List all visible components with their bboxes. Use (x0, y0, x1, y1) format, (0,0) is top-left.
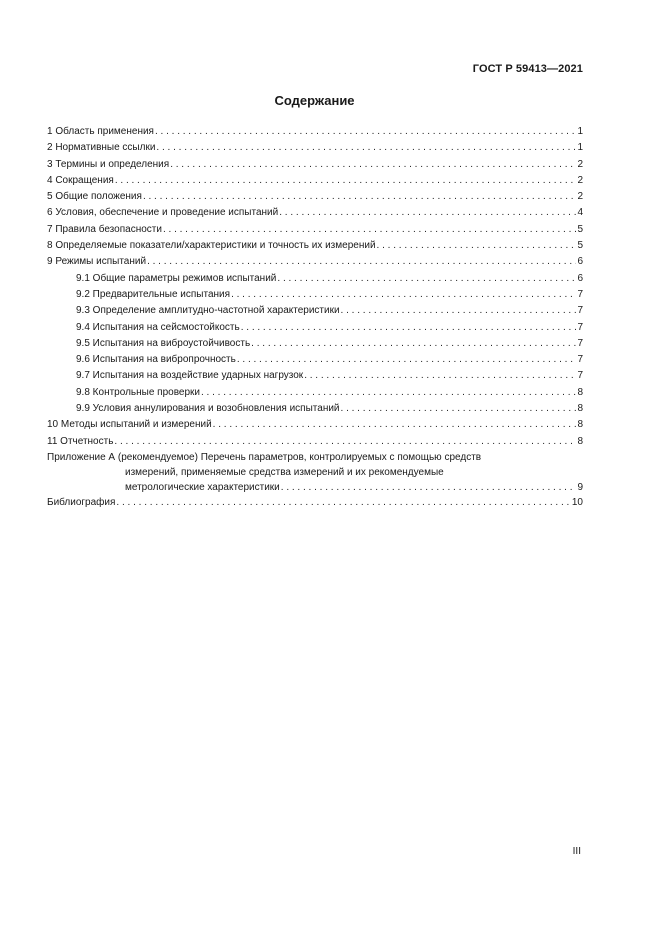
toc-entry[interactable] (47, 320, 583, 336)
toc-leader-dots (277, 271, 576, 287)
toc-leader-dots (114, 434, 576, 450)
toc-entry[interactable] (47, 303, 583, 319)
toc-entry[interactable] (47, 189, 583, 205)
toc-entry-page: 10 (571, 496, 583, 508)
toc-entry-page: 8 (577, 419, 583, 431)
toc-entry-text: 9.7 Испытания на воздействие ударных нагрузок (76, 370, 304, 382)
toc-entry[interactable] (47, 157, 583, 173)
toc-entry-text: 9.6 Испытания на вибропрочность (76, 354, 236, 366)
toc-leader-dots (155, 124, 576, 140)
toc-leader-dots (231, 287, 576, 303)
toc-entry-text: 9 Режимы испытаний (47, 256, 147, 268)
toc-entry-page: 7 (577, 321, 583, 333)
toc-entry-text: метрологические характеристики (125, 481, 280, 493)
toc-entry-text: 11 Отчетность (47, 435, 114, 447)
toc-entry[interactable] (47, 385, 583, 401)
toc-leader-dots (377, 238, 577, 254)
toc-entry-page: 1 (577, 126, 583, 137)
table-of-contents (47, 124, 583, 511)
toc-leader-dots (213, 417, 577, 433)
toc-entry[interactable] (47, 287, 583, 303)
toc-leader-dots (201, 385, 576, 401)
toc-entries (47, 124, 583, 450)
toc-entry-page: 7 (577, 288, 583, 300)
toc-entry[interactable] (47, 352, 583, 368)
toc-entry[interactable] (47, 401, 583, 417)
toc-entry-page: 9 (577, 481, 583, 493)
toc-leader-dots (241, 320, 577, 336)
toc-entry[interactable] (47, 140, 583, 156)
toc-entry-page: 4 (577, 207, 583, 219)
toc-entry-text: Библиография (47, 496, 116, 508)
toc-leader-dots (279, 205, 576, 221)
toc-entry-text: 3 Термины и определения (47, 158, 170, 170)
toc-entry[interactable] (47, 173, 583, 189)
toc-entry[interactable] (47, 205, 583, 221)
toc-entry-page: 5 (577, 223, 583, 235)
toc-leader-dots (251, 336, 576, 352)
toc-entry-text: 9.2 Предварительные испытания (76, 288, 231, 300)
toc-leader-dots (170, 157, 576, 173)
toc-leader-dots (116, 495, 570, 511)
toc-entry-text: 8 Определяемые показатели/характеристики и точность их измерений (47, 240, 376, 252)
toc-entry-page: 5 (577, 240, 583, 252)
toc-entry[interactable] (47, 124, 583, 140)
toc-leader-dots (341, 401, 577, 417)
toc-leader-dots (156, 140, 576, 156)
page-number: III (572, 846, 581, 857)
toc-entry-page: 6 (577, 256, 583, 268)
toc-entry[interactable] (47, 336, 583, 352)
toc-entry-text: 7 Правила безопасности (47, 223, 162, 235)
toc-entry-text: Приложение А (рекомендуемое) Перечень параметров, контролируемых с помощью средств (47, 451, 482, 463)
toc-leader-dots (115, 173, 577, 189)
toc-entry-text: 5 Общие положения (47, 191, 142, 203)
toc-entry-page: 8 (577, 403, 583, 415)
toc-leader-dots (237, 352, 577, 368)
toc-entry-text: 4 Сокращения (47, 174, 114, 186)
toc-entry-page: 2 (577, 191, 583, 203)
toc-entry-text: 9.5 Испытания на виброустойчивость (76, 337, 251, 349)
toc-entry-page: 2 (577, 158, 583, 170)
toc-title: Содержание (274, 93, 355, 108)
document-code: ГОСТ Р 59413—2021 (472, 63, 583, 75)
toc-entry[interactable] (47, 222, 583, 238)
toc-entry-page: 8 (577, 386, 583, 398)
toc-entry-page: 8 (577, 435, 583, 447)
toc-entry[interactable] (47, 368, 583, 384)
toc-entry[interactable] (47, 254, 583, 270)
toc-leader-dots (147, 254, 576, 270)
toc-entry-bibliography[interactable] (47, 495, 583, 511)
toc-entry-page: 1 (577, 142, 583, 154)
toc-leader-dots (163, 222, 576, 238)
toc-entry-page: 2 (577, 174, 583, 186)
toc-entry[interactable] (47, 238, 583, 254)
toc-leader-dots (143, 189, 577, 205)
toc-entry-text: 9.9 Условия аннулирования и возобновления испытаний (76, 403, 340, 415)
toc-leader-dots (341, 303, 577, 319)
toc-entry-text: 10 Методы испытаний и измерений (47, 419, 212, 431)
toc-entry[interactable] (47, 417, 583, 433)
toc-entry-text: 2 Нормативные ссылки (47, 142, 156, 154)
toc-entry-appendix-a[interactable] (47, 450, 583, 495)
toc-entry-text: 6 Условия, обеспечение и проведение испытаний (47, 207, 279, 219)
toc-entry[interactable] (47, 434, 583, 450)
toc-entry-page: 7 (577, 337, 583, 349)
toc-entry-text: 1 Область применения (47, 126, 154, 137)
toc-entry-text: 9.1 Общие параметры режимов испытаний (76, 272, 277, 284)
toc-leader-dots (281, 480, 577, 495)
toc-entry[interactable] (47, 271, 583, 287)
toc-entry-page: 7 (577, 370, 583, 382)
toc-entry-page: 7 (577, 305, 583, 317)
toc-entry-text: 9.4 Испытания на сейсмостойкость (76, 321, 240, 333)
toc-entry-page: 7 (577, 354, 583, 366)
toc-entry-text: 9.3 Определение амплитудно-частотной характеристики (76, 305, 340, 317)
toc-entry-text: измерений, применяемые средства измерений и их рекомендуемые (125, 466, 444, 478)
toc-entry-text: 9.8 Контрольные проверки (76, 386, 200, 398)
toc-entry-page: 6 (577, 272, 583, 284)
toc-leader-dots (304, 368, 576, 384)
